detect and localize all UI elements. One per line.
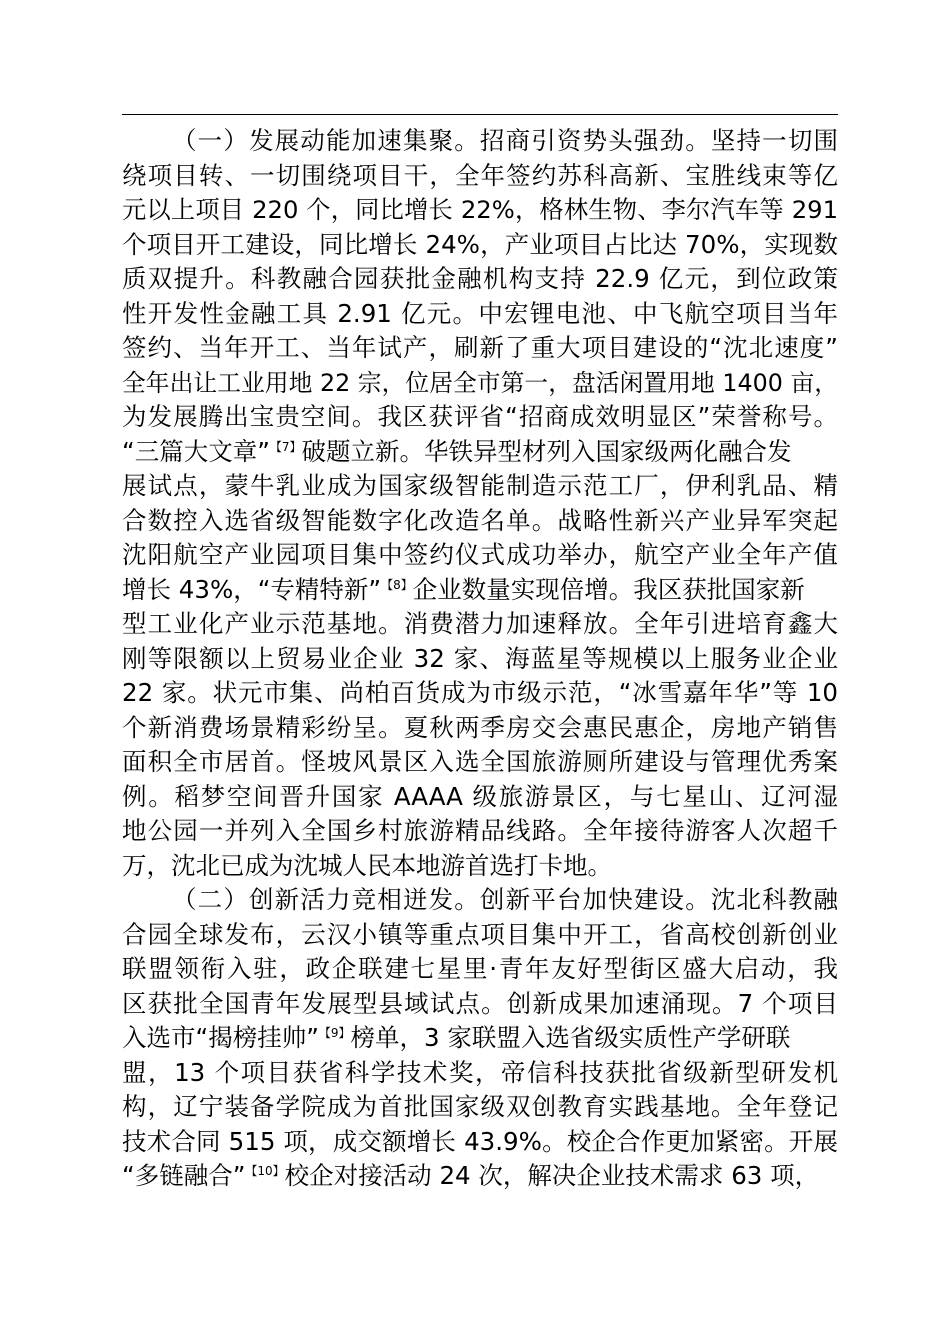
footnote-ref-7: 【7】 xyxy=(269,439,302,454)
text-line: 合园全球发布，云汉小镇等重点项目集中开工，省高校创新创业 xyxy=(122,919,838,949)
text-line: 沈阳航空产业园项目集中签约仪式成功举办，航空产业全年产值 xyxy=(122,540,838,569)
text-line: 元以上项目 220 个，同比增长 22%，格林生物、李尔汽车等 291 xyxy=(122,195,838,224)
text-line: （二）创新活力竞相迸发。创新平台加快建设。沈北科教融 xyxy=(172,885,838,914)
header-rule xyxy=(122,114,838,115)
text-line: 例。稻梦空间晋升国家 AAAA 级旅游景区，与七星山、辽河湿 xyxy=(122,781,838,811)
text-line: 绕项目转、一切围绕项目干，全年签约苏科高新、宝胜线束等亿 xyxy=(122,160,838,190)
text-segment: 榜单，3 家联盟入选省级实质性产学研联 xyxy=(350,1023,791,1052)
text-line: 为发展腾出宝贵空间。我区获评省“招商成效明显区”荣誉称号。 xyxy=(122,402,838,431)
text-line: 个项目开工建设，同比增长 24%，产业项目占比达 70%，实现数 xyxy=(122,229,838,259)
text-line xyxy=(122,435,838,470)
footnote-ref-8: 【8】 xyxy=(381,577,413,592)
text-line: 区获批全国青年发展型县域试点。创新成果加速涌现。7 个项目 xyxy=(122,988,838,1018)
text-line: 技术合同 515 项，成交额增长 43.9%。校企合作更加紧密。开展 xyxy=(122,1126,838,1156)
text-segment: 破题立新。华铁异型材列入国家级两化融合发 xyxy=(301,436,792,466)
text-line: 面积全市居首。怪坡风景区入选全国旅游厕所建设与管理优秀案 xyxy=(122,747,838,776)
text-line: 万，沈北已成为沈城人民本地游首选打卡地。 xyxy=(122,850,612,880)
text-line xyxy=(122,1159,838,1194)
text-line: 22 家。状元市集、尚柏百货成为市级示范，“冰雪嘉年华”等 10 xyxy=(122,678,838,707)
text-line: 地公园一并列入全国乡村旅游精品线路。全年接待游客人次超千 xyxy=(122,816,838,845)
text-segment: “三篇大文章” xyxy=(122,436,270,466)
text-line xyxy=(122,1021,838,1056)
text-segment: 校企对接活动 24 次，解决企业技术需求 63 项， xyxy=(284,1161,820,1190)
text-line: 个新消费场景精彩纷呈。夏秋两季房交会惠民惠企，房地产销售 xyxy=(122,712,838,742)
text-line: 性开发性金融工具 2.91 亿元。中宏锂电池、中飞航空项目当年 xyxy=(122,298,838,328)
footnote-ref-10: 【10】 xyxy=(245,1163,285,1178)
text-line: 展试点，蒙牛乳业成为国家级智能制造示范工厂，伊利乳品、精 xyxy=(122,471,838,500)
text-line: 刚等限额以上贸易业企业 32 家、海蓝星等规模以上服务业企业 xyxy=(122,643,838,673)
text-segment: 入选市“揭榜挂帅” xyxy=(122,1023,319,1052)
text-line: 质双提升。科教融合园获批金融机构支持 22.9 亿元，到位政策 xyxy=(122,264,838,293)
text-line: 构，辽宁装备学院成为首批国家级双创教育实践基地。全年登记 xyxy=(122,1092,838,1121)
text-line: 联盟领衔入驻，政企联建七星里·青年友好型街区盛大启动，我 xyxy=(122,954,838,983)
paragraph-innovation-vitality xyxy=(122,883,838,1194)
text-line: 全年出让工业用地 22 宗，位居全市第一，盘活闲置用地 1400 亩， xyxy=(122,368,838,397)
text-segment: 企业数量实现倍增。我区获批国家新 xyxy=(412,574,805,604)
document-body xyxy=(122,124,838,1194)
text-line: 合数控入选省级智能数字化改造名单。战略性新兴产业异军突起 xyxy=(122,505,838,535)
text-line xyxy=(122,573,838,608)
text-line: 盟，13 个项目获省科学技术奖，帝信科技获批省级新型研发机 xyxy=(122,1057,838,1087)
text-segment: “多链融合” xyxy=(122,1161,246,1190)
footnote-ref-9: 【9】 xyxy=(318,1025,351,1040)
paragraph-development-momentum xyxy=(122,124,838,883)
text-line: （一）发展动能加速集聚。招商引资势头强劲。坚持一切围 xyxy=(172,126,838,155)
text-line: 签约、当年开工、当年试产，刷新了重大项目建设的“沈北速度” xyxy=(122,333,838,362)
text-segment: 增长 43%，“专精特新” xyxy=(122,574,382,604)
text-line: 型工业化产业示范基地。消费潜力加速释放。全年引进培育鑫大 xyxy=(122,609,838,638)
